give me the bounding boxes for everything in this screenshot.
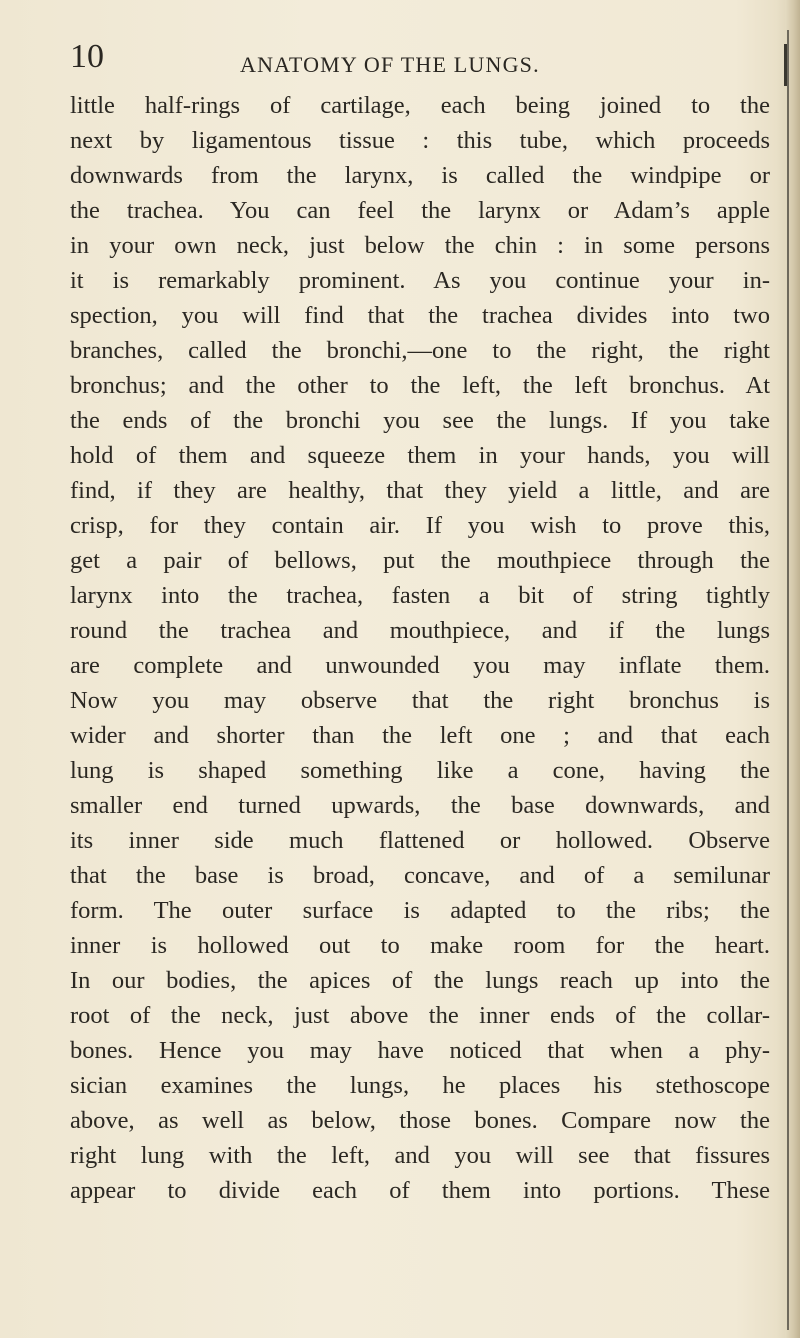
text-line: round the trachea and mouthpiece, and if the lungs — [70, 617, 770, 644]
text-line: find, if they are healthy, that they yield a little, and are — [70, 477, 770, 504]
text-line: root of the neck, just above the inner ends of the collar- — [70, 1002, 770, 1029]
text-line: get a pair of bellows, put the mouthpiece through the — [70, 547, 770, 574]
text-line: the ends of the bronchi you see the lungs. If you take — [70, 407, 770, 434]
text-line: sician examines the lungs, he places his stethoscope — [70, 1072, 770, 1099]
page-header — [70, 40, 770, 80]
text-line: In our bodies, the apices of the lungs reach up into the — [70, 967, 770, 994]
text-line: lung is shaped something like a cone, having the — [70, 757, 770, 784]
text-line: are complete and unwounded you may inflate them. — [70, 652, 770, 679]
binding-tick — [784, 44, 787, 86]
text-line: its inner side much flattened or hollowed. Observe — [70, 827, 770, 854]
text-line: wider and shorter than the left one ; and that each — [70, 722, 770, 749]
text-line: it is remarkably prominent. As you continue your in- — [70, 267, 770, 294]
text-line: Now you may observe that the right bronchus is — [70, 687, 770, 714]
text-line: bronchus; and the other to the left, the left bronchus. At — [70, 372, 770, 399]
text-line: next by ligamentous tissue : this tube, which proceeds — [70, 127, 770, 154]
text-line: smaller end turned upwards, the base downwards, and — [70, 792, 770, 819]
text-line: bones. Hence you may have noticed that when a phy- — [70, 1037, 770, 1064]
text-line: right lung with the left, and you will see that fissures — [70, 1142, 770, 1169]
text-line: that the base is broad, concave, and of a semilunar — [70, 862, 770, 889]
page-number: 10 — [70, 38, 104, 75]
binding-line — [787, 30, 789, 1330]
text-line: little half-rings of cartilage, each being joined to the — [70, 92, 770, 119]
text-line: hold of them and squeeze them in your hands, you will — [70, 442, 770, 469]
text-line: crisp, for they contain air. If you wish to prove this, — [70, 512, 770, 539]
running-head: ANATOMY OF THE LUNGS. — [240, 52, 540, 77]
text-line: appear to divide each of them into portions. These — [70, 1177, 770, 1204]
body-text — [70, 88, 770, 1208]
text-line: spection, you will find that the trachea divides into two — [70, 302, 770, 329]
text-line: above, as well as below, those bones. Compare now the — [70, 1107, 770, 1134]
text-line: downwards from the larynx, is called the windpipe or — [70, 162, 770, 189]
text-line: branches, called the bronchi,—one to the right, the right — [70, 337, 770, 364]
text-line: the trachea. You can feel the larynx or Adam’s apple — [70, 197, 770, 224]
text-line: inner is hollowed out to make room for the heart. — [70, 932, 770, 959]
text-line: form. The outer surface is adapted to the ribs; the — [70, 897, 770, 924]
text-line: in your own neck, just below the chin : in some persons — [70, 232, 770, 259]
text-line: larynx into the trachea, fasten a bit of string tightly — [70, 582, 770, 609]
